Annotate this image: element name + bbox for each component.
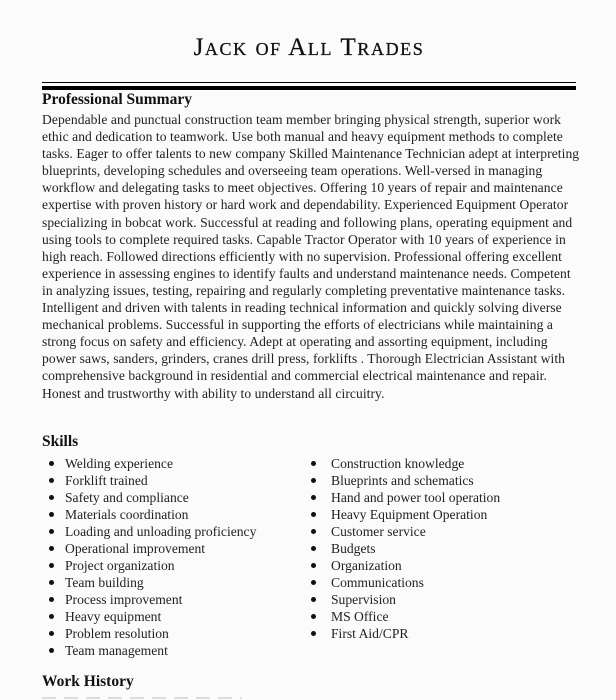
cut-off-content — [42, 697, 242, 699]
skill-item: Safety and compliance — [42, 489, 308, 506]
skill-item: Project organization — [42, 557, 308, 574]
skill-item: Materials coordination — [42, 506, 308, 523]
bullet-icon — [311, 580, 316, 585]
skill-item: Hand and power tool operation — [308, 489, 576, 506]
section-title-skills: Skills — [42, 433, 79, 450]
skill-item: Construction knowledge — [308, 455, 576, 472]
skill-item: Budgets — [308, 540, 576, 557]
bullet-icon — [49, 461, 54, 466]
bullet-icon — [311, 478, 316, 483]
skill-item: Forklift trained — [42, 472, 308, 489]
bullet-icon — [311, 631, 316, 636]
skill-item: Blueprints and schematics — [308, 472, 576, 489]
bullet-icon — [49, 546, 54, 551]
bullet-icon — [49, 478, 54, 483]
bullet-icon — [49, 614, 54, 619]
skill-item: Heavy Equipment Operation — [308, 506, 576, 523]
skill-item: MS Office — [308, 608, 576, 625]
skill-item: Welding experience — [42, 455, 308, 472]
skill-item: Communications — [308, 574, 576, 591]
bullet-icon — [311, 614, 316, 619]
skill-item: Customer service — [308, 523, 576, 540]
skills-column-left — [42, 455, 308, 659]
skill-item: Supervision — [308, 591, 576, 608]
skill-item: Process improvement — [42, 591, 308, 608]
bullet-icon — [49, 580, 54, 585]
bullet-icon — [311, 546, 316, 551]
bullet-icon — [311, 461, 316, 466]
skill-item: Team management — [42, 642, 308, 659]
section-title-work-history: Work History — [42, 673, 134, 690]
skill-item: Loading and unloading proficiency — [42, 523, 308, 540]
header-divider-thin — [42, 82, 576, 83]
bullet-icon — [311, 597, 316, 602]
bullet-icon — [311, 512, 316, 517]
bullet-icon — [49, 563, 54, 568]
bullet-icon — [49, 512, 54, 517]
skill-item: First Aid/CPR — [308, 625, 576, 642]
skill-item: Problem resolution — [42, 625, 308, 642]
skills-list — [42, 455, 576, 659]
bullet-icon — [311, 563, 316, 568]
bullet-icon — [49, 529, 54, 534]
skill-item: Team building — [42, 574, 308, 591]
section-title-professional-summary: Professional Summary — [42, 91, 192, 108]
bullet-icon — [311, 495, 316, 500]
skills-column-right — [308, 455, 576, 659]
bullet-icon — [311, 529, 316, 534]
header-divider-thick — [42, 86, 576, 90]
bullet-icon — [49, 597, 54, 602]
skill-item: Operational improvement — [42, 540, 308, 557]
bullet-icon — [49, 631, 54, 636]
resume-name: Jack of All Trades — [193, 34, 425, 61]
professional-summary-text: Dependable and punctual construction team member bringing physical strength, superior work ethic and dedication to teamwork. Use both manual and heavy equipment methods to complete tasks. Eager to offer talents to new company Skilled Maintenance Technician adept at interpreting blueprints, developing schedules and overseeing team operations. Well-versed in managing workflow and delegating tasks to meet objectives. Offering 10 years of repair and maintenance expertise with proven history or hard work and dependability. Experienced Equipment Operator specializing in bobcat work. Successful at reading and following plans, operating equipment and using tools to complete required tasks. Capable Tractor Operator with 10 years of experience in high reach. Followed directions efficiently with no supervision. Professional offering excellent experience in assessing engines to identify faults and understand maintenance needs. Competent in analyzing issues, testing, repairing and regularly completing preventative maintenance tasks. Intelligent and driven with talents in reading technical information and quickly solving diverse mechanical problems. Successful in supporting the efforts of electricians while maintaining a strong focus on safety and efficiency. Adept at operating and assorting equipment, including power saws, sanders, grinders, cranes drill press, forklifts . Thorough Electrician Assistant with comprehensive background in residential and commercial electrical maintenance and repair. Honest and trustworthy with ability to understand all circuitry. — [42, 112, 580, 401]
bullet-icon — [49, 495, 54, 500]
skill-item: Organization — [308, 557, 576, 574]
skill-item: Heavy equipment — [42, 608, 308, 625]
bullet-icon — [49, 648, 54, 653]
